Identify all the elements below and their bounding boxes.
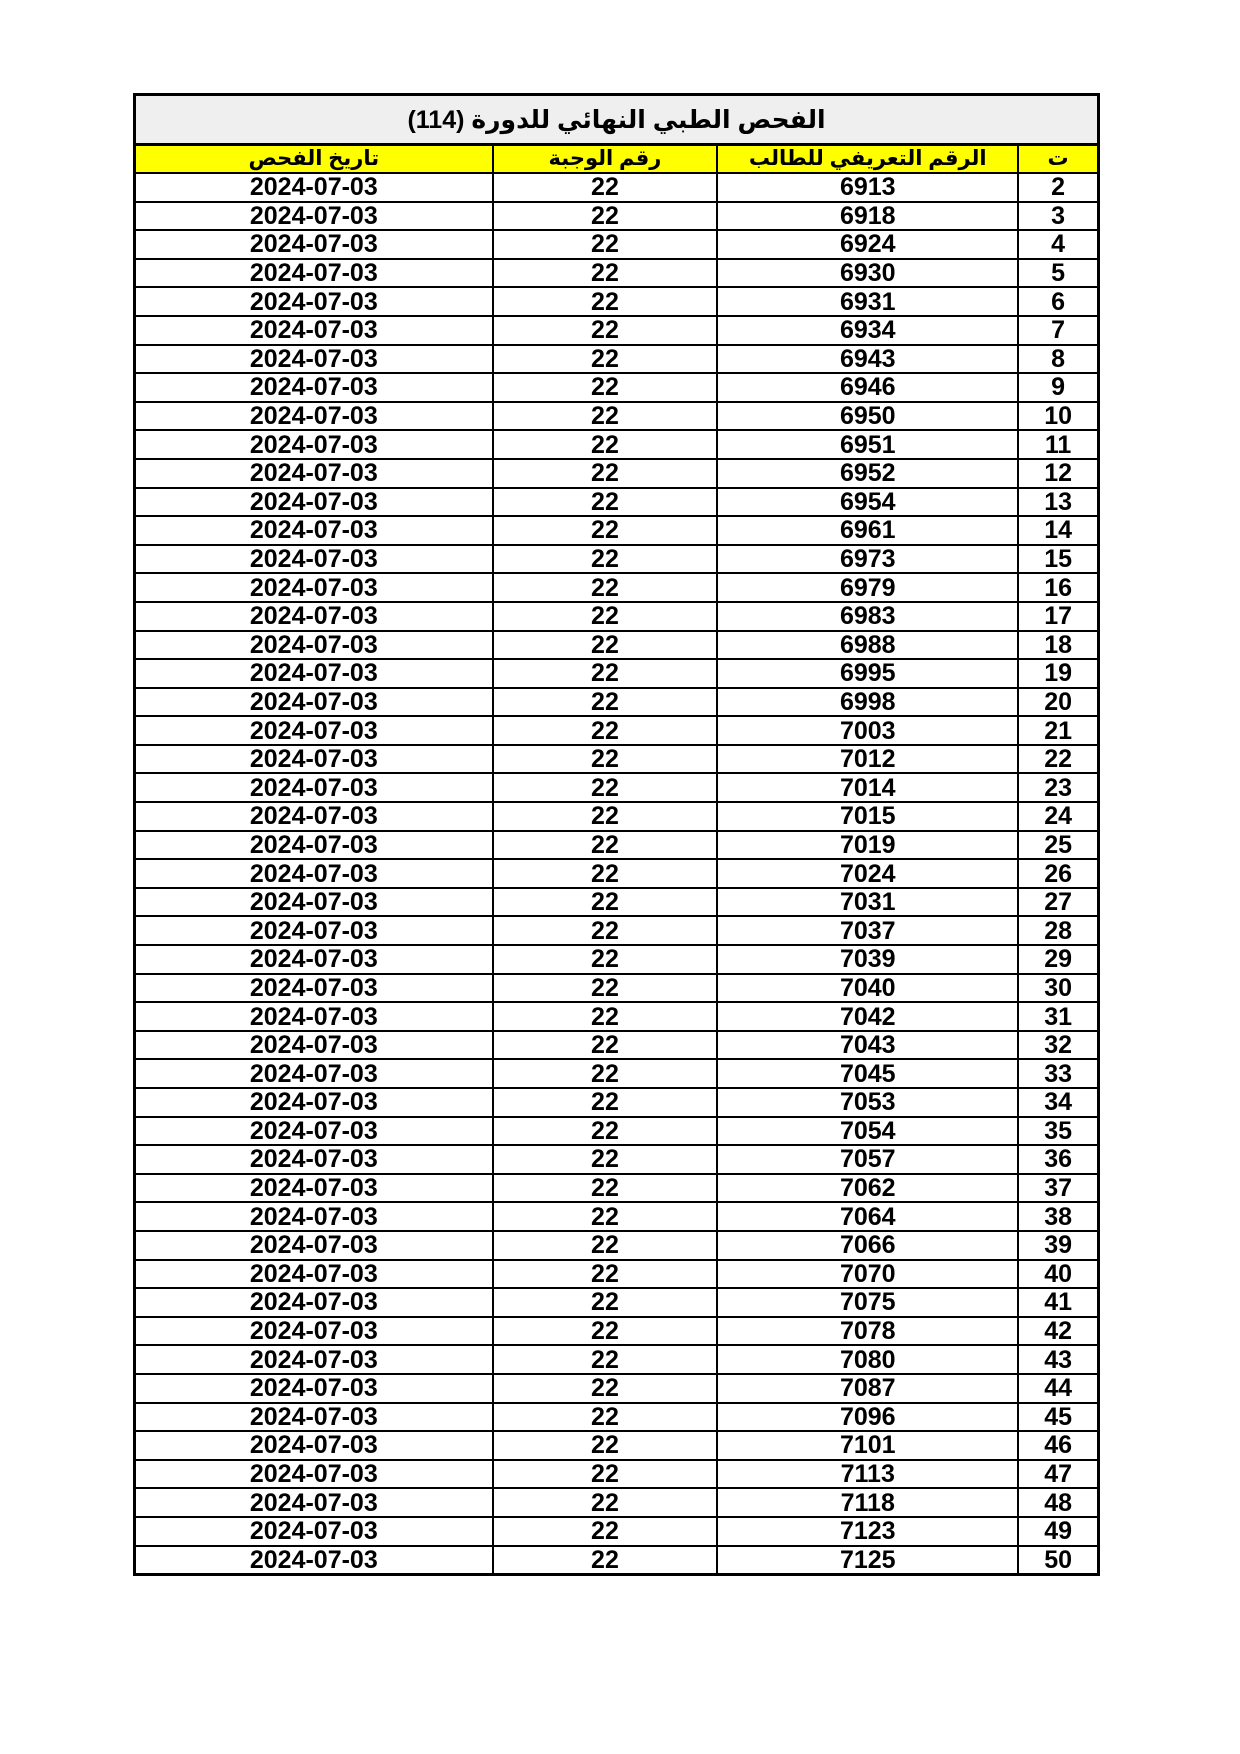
table-row [135,1431,1099,1460]
table-row [135,488,1099,517]
exam-sheet [133,93,1100,1576]
cell-sequence: 16 [1018,573,1098,602]
cell-exam-date: 2024-07-03 [135,1260,493,1289]
cell-student-id: 7031 [717,888,1018,917]
cell-student-id: 6951 [717,430,1018,459]
cell-exam-date: 2024-07-03 [135,1374,493,1403]
cell-meal-number: 22 [493,573,718,602]
table-row [135,230,1099,259]
cell-exam-date: 2024-07-03 [135,945,493,974]
cell-sequence: 6 [1018,287,1098,316]
cell-sequence: 19 [1018,659,1098,688]
cell-meal-number: 22 [493,545,718,574]
table-row [135,1231,1099,1260]
cell-student-id: 7042 [717,1002,1018,1031]
cell-exam-date: 2024-07-03 [135,688,493,717]
cell-meal-number: 22 [493,1374,718,1403]
cell-exam-date: 2024-07-03 [135,859,493,888]
cell-meal-number: 22 [493,287,718,316]
cell-sequence: 36 [1018,1145,1098,1174]
cell-exam-date: 2024-07-03 [135,1317,493,1346]
table-row [135,402,1099,431]
cell-sequence: 49 [1018,1517,1098,1546]
header-row [135,145,1099,174]
cell-student-id: 6979 [717,573,1018,602]
cell-meal-number: 22 [493,916,718,945]
cell-exam-date: 2024-07-03 [135,716,493,745]
cell-meal-number: 22 [493,459,718,488]
cell-meal-number: 22 [493,430,718,459]
cell-exam-date: 2024-07-03 [135,1202,493,1231]
cell-meal-number: 22 [493,173,718,202]
table-row [135,1488,1099,1517]
cell-sequence: 14 [1018,516,1098,545]
cell-exam-date: 2024-07-03 [135,1488,493,1517]
cell-sequence: 11 [1018,430,1098,459]
cell-exam-date: 2024-07-03 [135,516,493,545]
table-row [135,316,1099,345]
table-row [135,1403,1099,1432]
cell-exam-date: 2024-07-03 [135,1088,493,1117]
cell-exam-date: 2024-07-03 [135,459,493,488]
cell-exam-date: 2024-07-03 [135,1059,493,1088]
table-row [135,1088,1099,1117]
table-row [135,430,1099,459]
cell-exam-date: 2024-07-03 [135,545,493,574]
cell-meal-number: 22 [493,1059,718,1088]
cell-student-id: 6988 [717,631,1018,660]
cell-meal-number: 22 [493,345,718,374]
cell-meal-number: 22 [493,1231,718,1260]
cell-student-id: 6943 [717,345,1018,374]
cell-exam-date: 2024-07-03 [135,230,493,259]
cell-exam-date: 2024-07-03 [135,802,493,831]
table-row [135,1117,1099,1146]
cell-exam-date: 2024-07-03 [135,974,493,1003]
cell-meal-number: 22 [493,259,718,288]
cell-student-id: 7118 [717,1488,1018,1517]
cell-student-id: 7113 [717,1460,1018,1489]
table-row [135,1260,1099,1289]
cell-exam-date: 2024-07-03 [135,1403,493,1432]
cell-exam-date: 2024-07-03 [135,1031,493,1060]
cell-sequence: 17 [1018,602,1098,631]
table-row [135,1202,1099,1231]
table-row [135,1031,1099,1060]
cell-sequence: 10 [1018,402,1098,431]
cell-student-id: 7012 [717,745,1018,774]
cell-sequence: 20 [1018,688,1098,717]
cell-meal-number: 22 [493,202,718,231]
cell-exam-date: 2024-07-03 [135,1174,493,1203]
cell-meal-number: 22 [493,230,718,259]
cell-exam-date: 2024-07-03 [135,888,493,917]
cell-sequence: 32 [1018,1031,1098,1060]
cell-student-id: 7101 [717,1431,1018,1460]
cell-student-id: 7054 [717,1117,1018,1146]
cell-student-id: 7057 [717,1145,1018,1174]
cell-student-id: 6954 [717,488,1018,517]
cell-exam-date: 2024-07-03 [135,773,493,802]
cell-exam-date: 2024-07-03 [135,173,493,202]
cell-sequence: 41 [1018,1288,1098,1317]
cell-student-id: 7039 [717,945,1018,974]
table-row [135,459,1099,488]
cell-student-id: 7075 [717,1288,1018,1317]
cell-exam-date: 2024-07-03 [135,1517,493,1546]
cell-exam-date: 2024-07-03 [135,1546,493,1575]
cell-meal-number: 22 [493,516,718,545]
cell-sequence: 48 [1018,1488,1098,1517]
cell-student-id: 7078 [717,1317,1018,1346]
cell-sequence: 21 [1018,716,1098,745]
cell-sequence: 5 [1018,259,1098,288]
cell-sequence: 2 [1018,173,1098,202]
cell-meal-number: 22 [493,1088,718,1117]
table-row [135,745,1099,774]
cell-meal-number: 22 [493,631,718,660]
cell-exam-date: 2024-07-03 [135,287,493,316]
cell-exam-date: 2024-07-03 [135,202,493,231]
cell-sequence: 28 [1018,916,1098,945]
table-row [135,716,1099,745]
cell-student-id: 6973 [717,545,1018,574]
cell-exam-date: 2024-07-03 [135,259,493,288]
cell-exam-date: 2024-07-03 [135,488,493,517]
cell-exam-date: 2024-07-03 [135,916,493,945]
cell-exam-date: 2024-07-03 [135,1345,493,1374]
cell-sequence: 25 [1018,831,1098,860]
cell-student-id: 7015 [717,802,1018,831]
cell-student-id: 6930 [717,259,1018,288]
cell-sequence: 7 [1018,316,1098,345]
cell-exam-date: 2024-07-03 [135,745,493,774]
cell-sequence: 15 [1018,545,1098,574]
cell-meal-number: 22 [493,1460,718,1489]
table-row [135,859,1099,888]
cell-student-id: 6995 [717,659,1018,688]
cell-sequence: 12 [1018,459,1098,488]
cell-sequence: 50 [1018,1546,1098,1575]
table-row [135,1145,1099,1174]
cell-sequence: 27 [1018,888,1098,917]
cell-student-id: 6950 [717,402,1018,431]
table-row [135,1517,1099,1546]
cell-sequence: 35 [1018,1117,1098,1146]
cell-meal-number: 22 [493,859,718,888]
table-row [135,373,1099,402]
cell-exam-date: 2024-07-03 [135,373,493,402]
table-row [135,773,1099,802]
cell-student-id: 7014 [717,773,1018,802]
cell-meal-number: 22 [493,745,718,774]
cell-exam-date: 2024-07-03 [135,430,493,459]
cell-sequence: 3 [1018,202,1098,231]
cell-meal-number: 22 [493,1145,718,1174]
cell-meal-number: 22 [493,688,718,717]
header-student-id: الرقم التعريفي للطالب [717,145,1018,174]
table-row [135,831,1099,860]
table-row [135,545,1099,574]
cell-meal-number: 22 [493,602,718,631]
cell-meal-number: 22 [493,1202,718,1231]
table-row [135,345,1099,374]
cell-sequence: 33 [1018,1059,1098,1088]
cell-exam-date: 2024-07-03 [135,345,493,374]
cell-student-id: 7019 [717,831,1018,860]
cell-sequence: 37 [1018,1174,1098,1203]
cell-sequence: 13 [1018,488,1098,517]
cell-exam-date: 2024-07-03 [135,1145,493,1174]
table-row [135,287,1099,316]
cell-meal-number: 22 [493,1260,718,1289]
table-row [135,888,1099,917]
header-meal-number: رقم الوجبة [493,145,718,174]
cell-sequence: 8 [1018,345,1098,374]
cell-student-id: 7096 [717,1403,1018,1432]
cell-student-id: 6961 [717,516,1018,545]
cell-sequence: 40 [1018,1260,1098,1289]
cell-student-id: 6983 [717,602,1018,631]
cell-meal-number: 22 [493,1403,718,1432]
cell-exam-date: 2024-07-03 [135,631,493,660]
cell-exam-date: 2024-07-03 [135,1288,493,1317]
cell-meal-number: 22 [493,831,718,860]
cell-student-id: 7080 [717,1345,1018,1374]
cell-meal-number: 22 [493,773,718,802]
table-row [135,1546,1099,1575]
cell-meal-number: 22 [493,488,718,517]
cell-student-id: 6946 [717,373,1018,402]
table-row [135,259,1099,288]
cell-student-id: 7070 [717,1260,1018,1289]
cell-exam-date: 2024-07-03 [135,1431,493,1460]
cell-meal-number: 22 [493,1002,718,1031]
cell-exam-date: 2024-07-03 [135,1002,493,1031]
cell-sequence: 44 [1018,1374,1098,1403]
cell-meal-number: 22 [493,1317,718,1346]
cell-student-id: 6924 [717,230,1018,259]
table-row [135,573,1099,602]
cell-student-id: 7087 [717,1374,1018,1403]
cell-sequence: 24 [1018,802,1098,831]
cell-student-id: 7024 [717,859,1018,888]
table-body [135,173,1099,1574]
cell-student-id: 6934 [717,316,1018,345]
table-row [135,1288,1099,1317]
table-row [135,1317,1099,1346]
table-row [135,602,1099,631]
table-header [135,145,1099,174]
cell-sequence: 46 [1018,1431,1098,1460]
cell-sequence: 30 [1018,974,1098,1003]
cell-exam-date: 2024-07-03 [135,316,493,345]
cell-meal-number: 22 [493,888,718,917]
cell-exam-date: 2024-07-03 [135,831,493,860]
cell-sequence: 22 [1018,745,1098,774]
cell-sequence: 4 [1018,230,1098,259]
cell-student-id: 7037 [717,916,1018,945]
cell-student-id: 7064 [717,1202,1018,1231]
cell-meal-number: 22 [493,659,718,688]
cell-sequence: 34 [1018,1088,1098,1117]
table-row [135,659,1099,688]
cell-student-id: 7066 [717,1231,1018,1260]
cell-meal-number: 22 [493,1031,718,1060]
cell-student-id: 7125 [717,1546,1018,1575]
cell-student-id: 6913 [717,173,1018,202]
table-row [135,916,1099,945]
table-row [135,945,1099,974]
cell-student-id: 7053 [717,1088,1018,1117]
table-row [135,688,1099,717]
cell-sequence: 42 [1018,1317,1098,1346]
header-exam-date: تاريخ الفحص [135,145,493,174]
cell-sequence: 38 [1018,1202,1098,1231]
cell-meal-number: 22 [493,716,718,745]
cell-student-id: 7123 [717,1517,1018,1546]
cell-sequence: 39 [1018,1231,1098,1260]
table-row [135,1460,1099,1489]
cell-student-id: 6952 [717,459,1018,488]
header-sequence: ت [1018,145,1098,174]
table-row [135,631,1099,660]
cell-meal-number: 22 [493,1174,718,1203]
table-row [135,1059,1099,1088]
cell-sequence: 18 [1018,631,1098,660]
cell-exam-date: 2024-07-03 [135,659,493,688]
cell-student-id: 7043 [717,1031,1018,1060]
cell-meal-number: 22 [493,1117,718,1146]
cell-sequence: 9 [1018,373,1098,402]
cell-student-id: 6998 [717,688,1018,717]
table-row [135,173,1099,202]
cell-meal-number: 22 [493,402,718,431]
cell-student-id: 6931 [717,287,1018,316]
cell-student-id: 7040 [717,974,1018,1003]
cell-meal-number: 22 [493,1546,718,1575]
cell-sequence: 43 [1018,1345,1098,1374]
cell-meal-number: 22 [493,1345,718,1374]
cell-exam-date: 2024-07-03 [135,1117,493,1146]
cell-student-id: 6918 [717,202,1018,231]
cell-meal-number: 22 [493,1431,718,1460]
table-row [135,1002,1099,1031]
table-row [135,974,1099,1003]
table-row [135,516,1099,545]
cell-exam-date: 2024-07-03 [135,1231,493,1260]
cell-meal-number: 22 [493,1517,718,1546]
table-row [135,202,1099,231]
cell-sequence: 47 [1018,1460,1098,1489]
cell-meal-number: 22 [493,1488,718,1517]
cell-sequence: 29 [1018,945,1098,974]
students-table [133,143,1100,1576]
cell-exam-date: 2024-07-03 [135,1460,493,1489]
cell-student-id: 7045 [717,1059,1018,1088]
cell-exam-date: 2024-07-03 [135,402,493,431]
table-row [135,802,1099,831]
cell-exam-date: 2024-07-03 [135,573,493,602]
table-row [135,1345,1099,1374]
cell-meal-number: 22 [493,974,718,1003]
cell-sequence: 23 [1018,773,1098,802]
cell-student-id: 7062 [717,1174,1018,1203]
cell-exam-date: 2024-07-03 [135,602,493,631]
table-row [135,1374,1099,1403]
table-row [135,1174,1099,1203]
cell-sequence: 31 [1018,1002,1098,1031]
page-title: الفحص الطبي النهائي للدورة (114) [133,93,1100,143]
cell-meal-number: 22 [493,373,718,402]
cell-sequence: 45 [1018,1403,1098,1432]
cell-meal-number: 22 [493,1288,718,1317]
cell-sequence: 26 [1018,859,1098,888]
cell-meal-number: 22 [493,945,718,974]
cell-student-id: 7003 [717,716,1018,745]
cell-meal-number: 22 [493,316,718,345]
cell-meal-number: 22 [493,802,718,831]
